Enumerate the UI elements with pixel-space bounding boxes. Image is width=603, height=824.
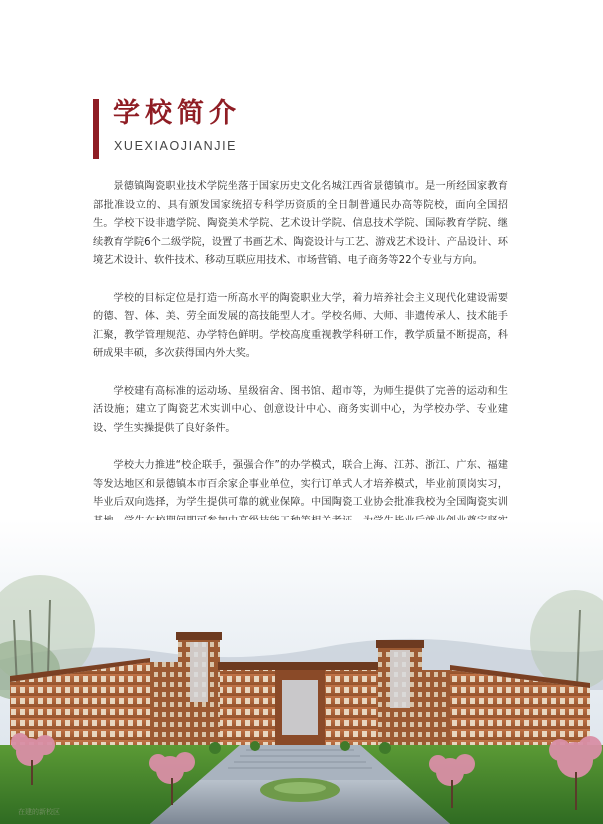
photo-caption: 在建的新校区 (18, 808, 60, 816)
page-title: 学校简介 (113, 98, 241, 129)
paragraph-2: 学校的目标定位是打造一所高水平的陶瓷职业大学，着力培养社会主义现代化建设需要的德、智、体、美、劳全面发展的高技能型人才。学校名师、大师、非遗传承人、技术能手汇聚，教学管理规范、办学特色鲜明。学校高度重视教学科研工作，教学质量不断提高，科研成果丰硕，多次获得国内外大奖。 (93, 292, 508, 360)
central-block (218, 662, 382, 745)
title-accent-bar (93, 99, 99, 159)
campus-illustration (0, 520, 603, 824)
right-tower (376, 640, 424, 745)
paragraph-3: 学校建有高标准的运动场、星级宿舍、图书馆、超市等，为师生提供了完善的运动和生活设施；建立了陶瓷艺术实训中心、创意设计中心、商务实训中心，为学校办学、专业建设、学生实操提供了良好条件。 (93, 385, 508, 434)
left-tower (176, 632, 222, 745)
campus-rendering (0, 520, 603, 824)
paragraph-4: 学校大力推进“校企联手，强强合作”的办学模式，联合上海、江苏、浙江、广东、福建等发达地区和景德镇本市百余家企事业单位，实行订单式人才培养模式，毕业前顶岗实习，毕业后双向选择，为学生提供可靠的就业保障。中国陶瓷工业协会批准我校为全国陶瓷实训 (93, 459, 508, 509)
paragraph-1: 景德镇陶瓷职业技术学院坐落于国家历史文化名城江西省景德镇市。是一所经国家教育部批准设立的、具有颁发国家统招专科学历资质的全日制普通民办高等院校，面向全国招生。学校下设非遗学院、陶瓷美术学院、艺术设计学院、信息技术学院、国际教育学院、继续教育学院6个二级学院，设置了书画艺术、陶瓷设计与工艺、游戏艺术设计、产品设计、环境艺术设计、软件技术、移动互联应用技术、市场营销、电子商务等22个专业与方向。 (93, 181, 508, 267)
page-subtitle: XUEXIAOJIANJIE (114, 139, 238, 153)
